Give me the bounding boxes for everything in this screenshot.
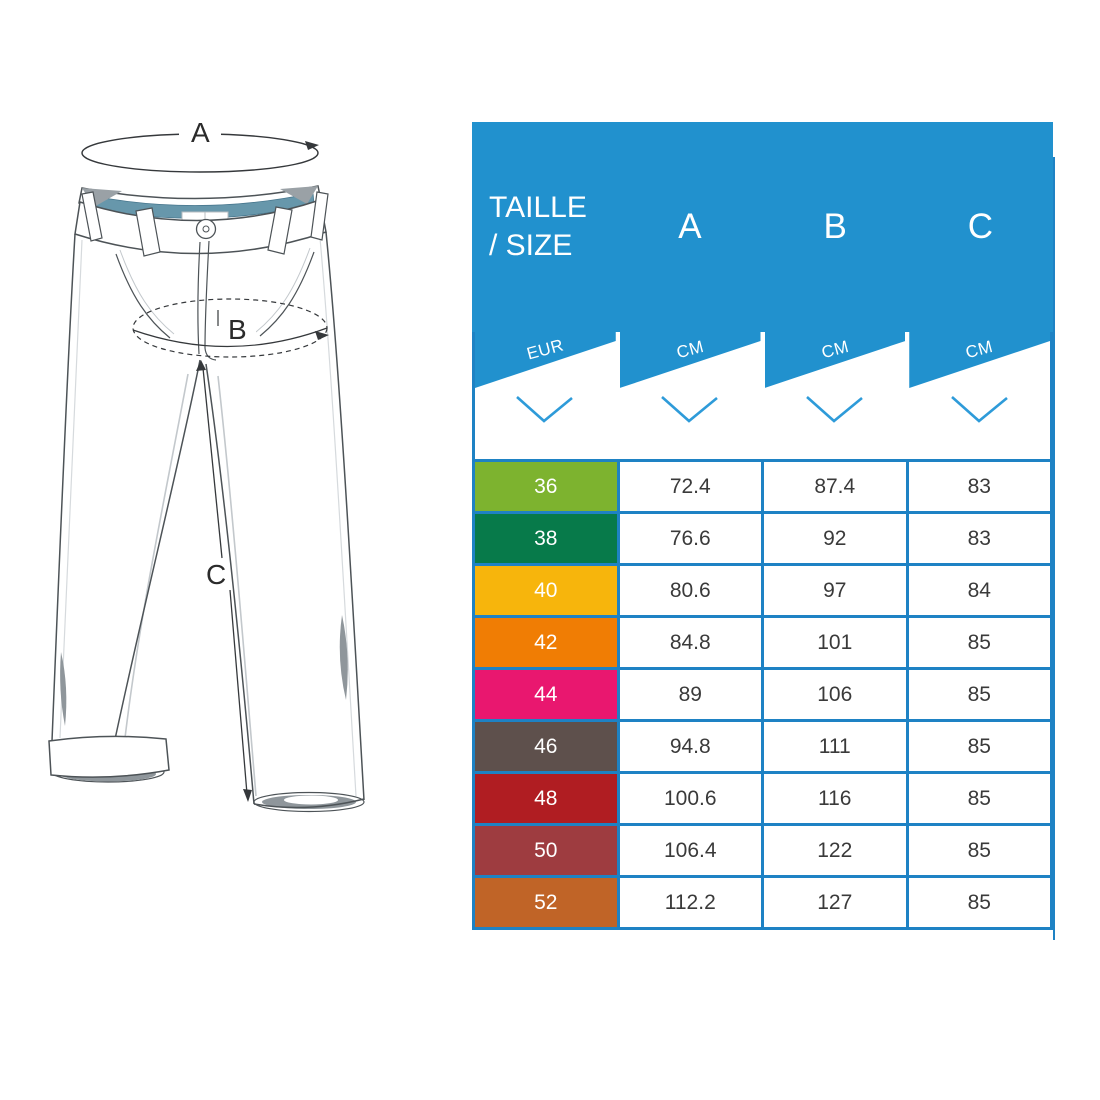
measurement-cell-a: 100.6: [620, 774, 762, 823]
unit-label-cm-c: CM: [963, 336, 996, 363]
size-cell: 38: [475, 514, 617, 563]
size-cell: 46: [475, 722, 617, 771]
table-header: [472, 122, 1053, 332]
measurement-cell-a: 80.6: [620, 566, 762, 615]
measurement-cell-b: 122: [764, 826, 906, 875]
measurement-cell-c: 85: [909, 670, 1051, 719]
unit-label-eur: EUR: [524, 335, 566, 364]
chevron-down-icon: [660, 394, 720, 424]
pants-illustration: [30, 112, 402, 832]
measurement-cell-a: 112.2: [620, 878, 762, 927]
measurement-cell-c: 85: [909, 774, 1051, 823]
measurement-cell-a: 94.8: [620, 722, 762, 771]
measurement-cell-b: 127: [764, 878, 906, 927]
measurement-cell-b: 87.4: [764, 462, 906, 511]
measurement-cell-a: 76.6: [620, 514, 762, 563]
measure-a-arrow: [305, 141, 319, 150]
header-col-b: B: [823, 207, 847, 246]
unit-cell-size: [475, 332, 616, 459]
measurement-cell-a: 106.4: [620, 826, 762, 875]
measurement-cell-c: 84: [909, 566, 1051, 615]
header-size-column: [472, 122, 617, 332]
measure-label-b: B: [228, 314, 247, 345]
size-cell: 40: [475, 566, 617, 615]
size-cell: 50: [475, 826, 617, 875]
measurement-cell-b: 116: [764, 774, 906, 823]
header-size-line2: / SIZE: [489, 229, 573, 262]
header-col-a: A: [678, 207, 702, 246]
size-cell: 48: [475, 774, 617, 823]
unit-cell-c: [909, 332, 1050, 459]
size-cell: 52: [475, 878, 617, 927]
measurement-cell-b: 106: [764, 670, 906, 719]
chevron-down-icon: [950, 394, 1010, 424]
size-cell: 42: [475, 618, 617, 667]
measurement-cell-a: 89: [620, 670, 762, 719]
unit-label-cm-b: CM: [819, 336, 851, 363]
table-right-rule: [1053, 157, 1055, 940]
measurement-cell-c: 85: [909, 618, 1051, 667]
measurement-cell-c: 83: [909, 462, 1051, 511]
pants-diagram: [30, 112, 402, 832]
measure-label-c: C: [206, 559, 227, 590]
left-cuff: [49, 736, 169, 777]
size-table: [472, 122, 1053, 930]
unit-cell-a: [620, 332, 761, 459]
size-cell: 36: [475, 462, 617, 511]
size-data-grid: [472, 459, 1053, 930]
measure-label-a: A: [191, 117, 210, 148]
measurement-cell-a: 84.8: [620, 618, 762, 667]
measurement-cell-b: 101: [764, 618, 906, 667]
measurement-cell-b: 92: [764, 514, 906, 563]
measurement-cell-c: 85: [909, 826, 1051, 875]
measurement-cell-c: 83: [909, 514, 1051, 563]
chevron-down-icon: [805, 394, 865, 424]
header-col-c: C: [967, 207, 994, 246]
chevron-down-icon: [515, 394, 575, 424]
measure-c-arrow-bottom: [243, 789, 252, 802]
measurement-cell-b: 97: [764, 566, 906, 615]
measurement-cell-c: 85: [909, 722, 1051, 771]
measurement-cell-b: 111: [764, 722, 906, 771]
measurement-cell-c: 85: [909, 878, 1051, 927]
unit-row: [472, 332, 1053, 459]
header-size-line1: TAILLE: [489, 191, 587, 224]
pants-body: [52, 232, 364, 804]
unit-cell-b: [765, 332, 906, 459]
size-cell: 44: [475, 670, 617, 719]
unit-label-cm-a: CM: [674, 336, 706, 363]
measurement-cell-a: 72.4: [620, 462, 762, 511]
